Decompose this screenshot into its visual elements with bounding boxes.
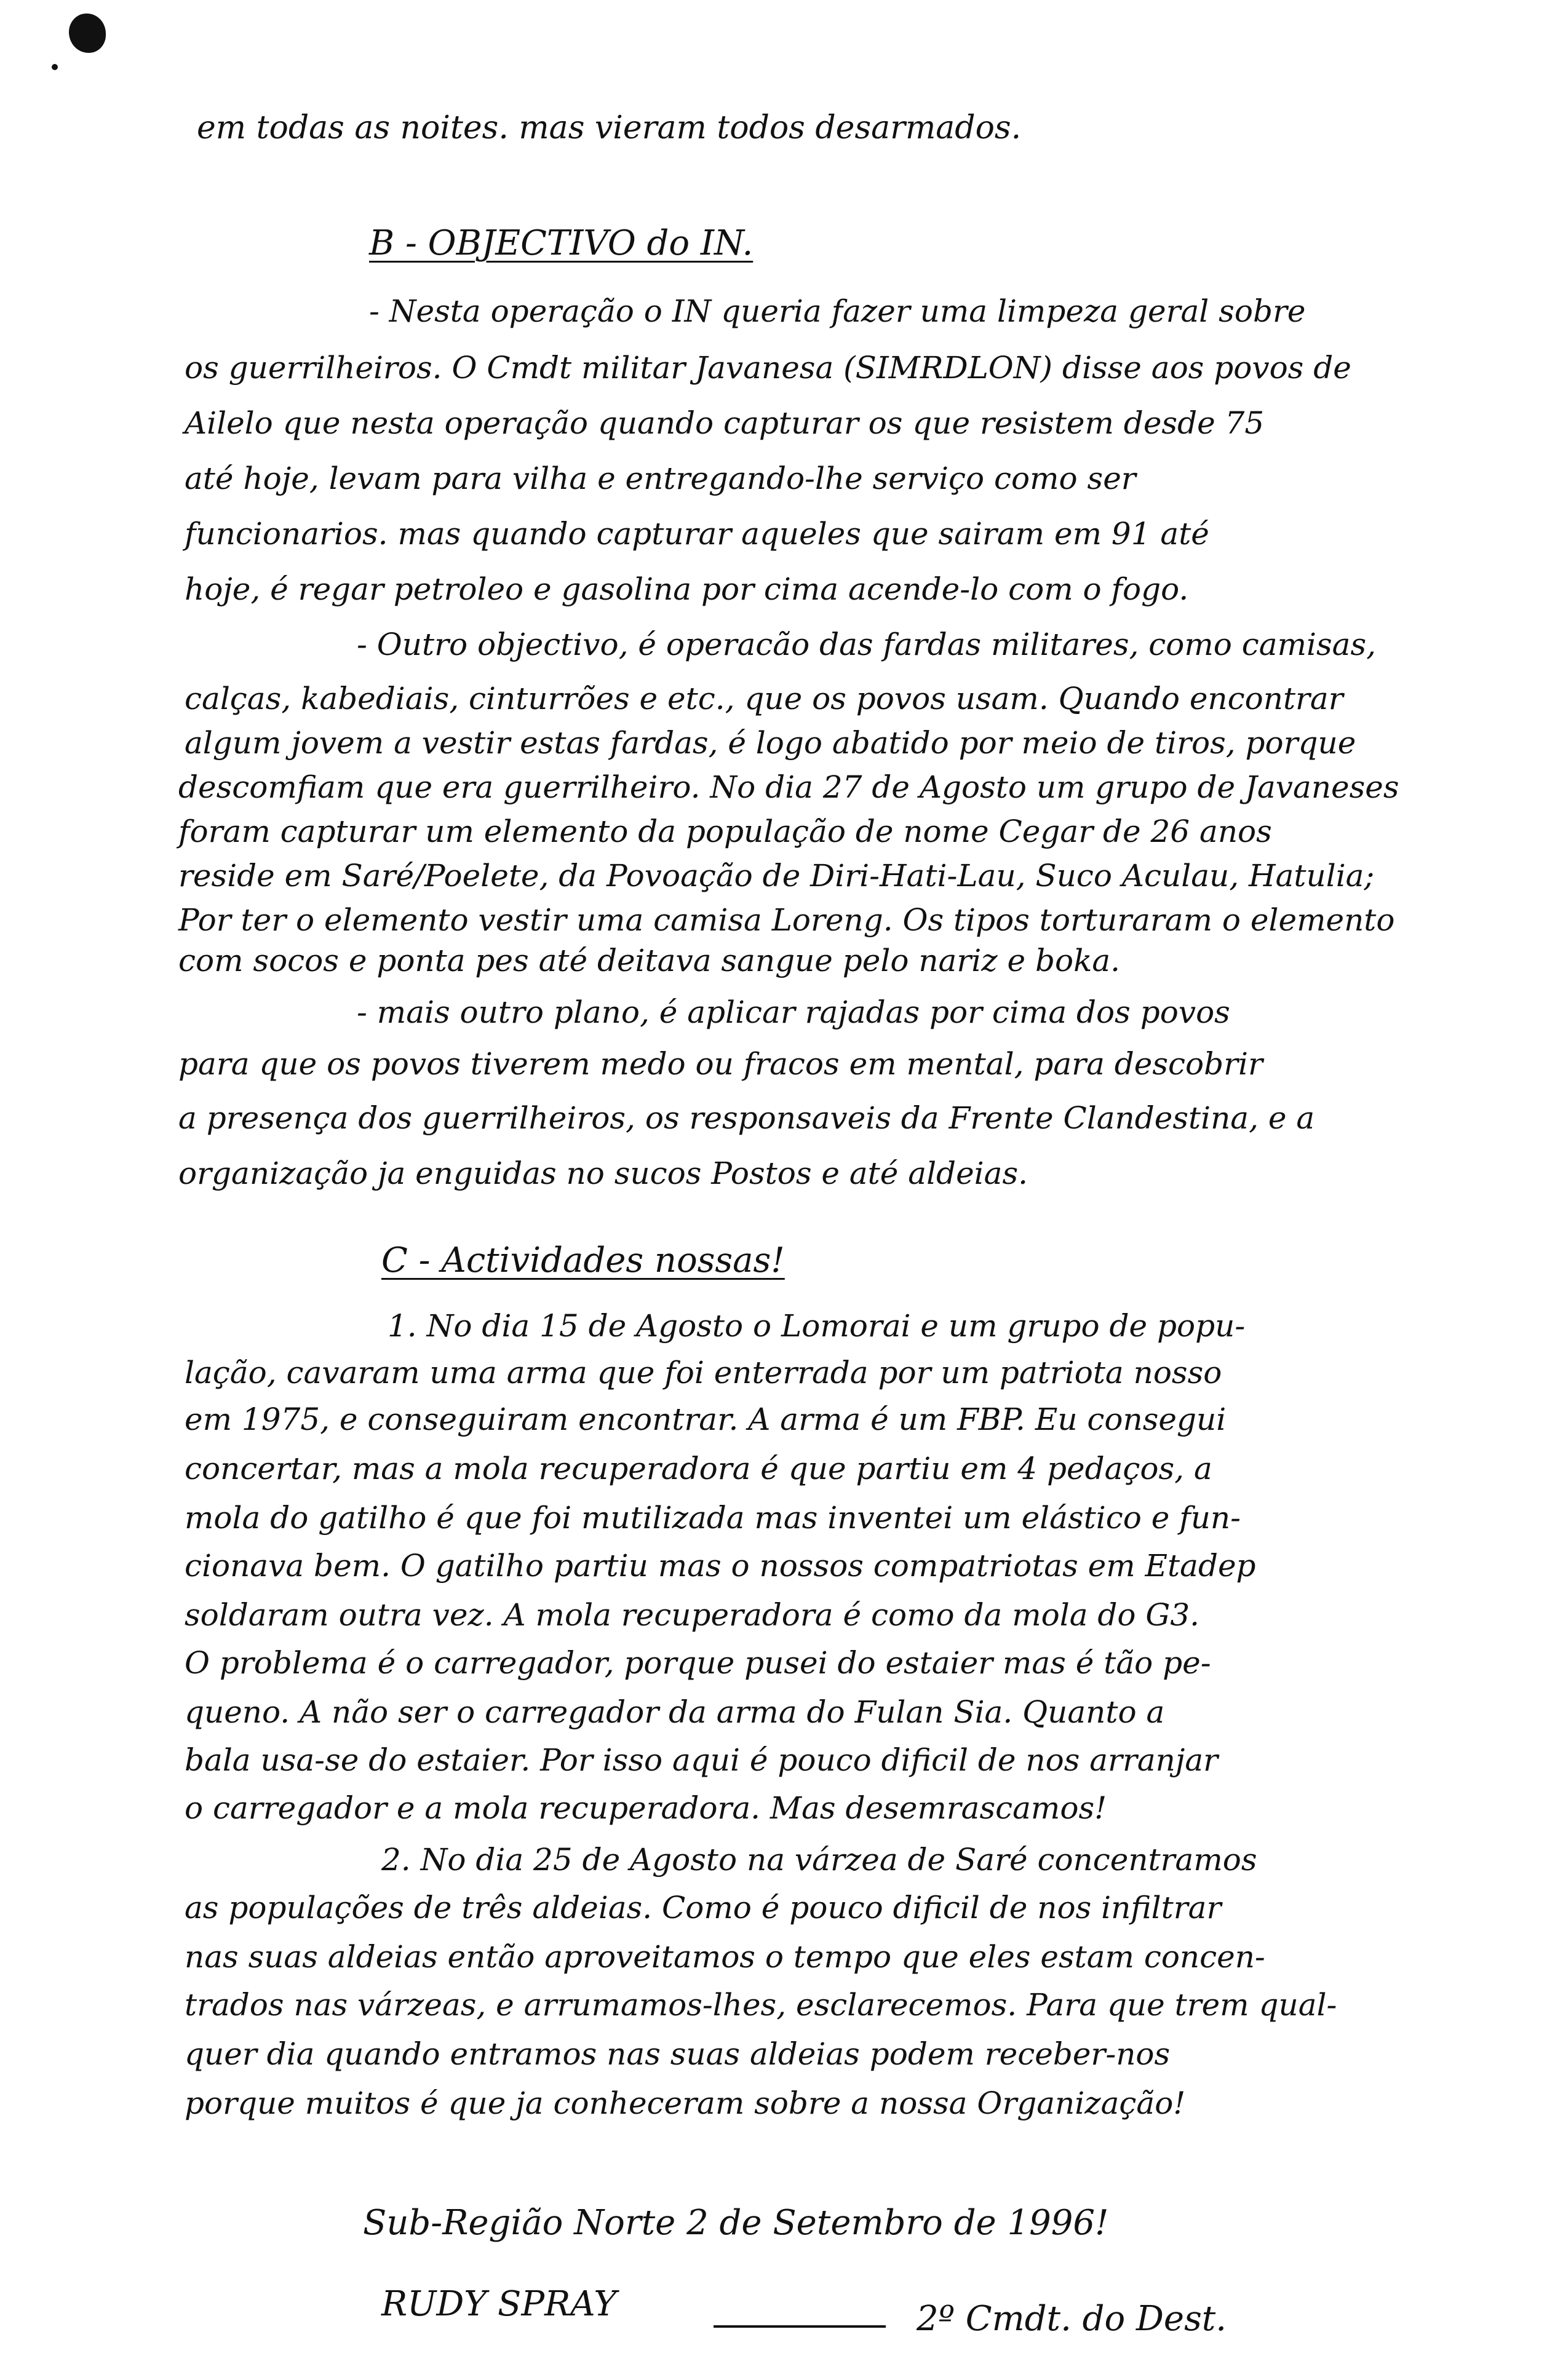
signature-dash bbox=[714, 2325, 886, 2328]
section-b-line: descomfiam que era guerrilheiro. No dia 27 de Agosto um grupo de Javaneses bbox=[178, 769, 1399, 805]
place-date: Sub-Região Norte 2 de Setembro de 1996! bbox=[363, 2203, 1109, 2243]
section-b-line: reside em Saré/Poelete, da Povoação de Diri-Hati-Lau, Suco Aculau, Hatulia; bbox=[178, 858, 1375, 894]
section-c-line: trados nas várzeas, e arrumamos-lhes, esclarecemos. Para que trem qual- bbox=[185, 1987, 1337, 2023]
section-b-line: organização ja enguidas no sucos Postos e até aldeias. bbox=[178, 1156, 1028, 1191]
section-b-line: para que os povos tiverem medo ou fracos em mental, para descobrir bbox=[178, 1046, 1263, 1082]
section-b-line: algum jovem a vestir estas fardas, é logo abatido por meio de tiros, porque bbox=[185, 725, 1356, 761]
section-c-line: concertar, mas a mola recuperadora é que partiu em 4 pedaços, a bbox=[185, 1451, 1212, 1486]
section-c-line: as populações de três aldeias. Como é pouco dificil de nos infiltrar bbox=[185, 1890, 1222, 1926]
section-b-line: Ailelo que nesta operação quando capturar os que resistem desde 75 bbox=[185, 405, 1265, 441]
opening-line: em todas as noites. mas vieram todos desarmados. bbox=[197, 109, 1022, 146]
section-c-line: O problema é o carregador, porque pusei do estaier mas é tão pe- bbox=[185, 1645, 1211, 1681]
section-c-line: 2. No dia 25 de Agosto na várzea de Saré concentramos bbox=[381, 1842, 1257, 1878]
section-b-line: Por ter o elemento vestir uma camisa Loreng. Os tipos torturaram o elemento bbox=[178, 902, 1395, 938]
section-b-line: até hoje, levam para vilha e entregando-lhe serviço como ser bbox=[185, 461, 1136, 496]
section-b-heading: B - OBJECTIVO do IN. bbox=[369, 223, 754, 263]
section-c-line: 1. No dia 15 de Agosto o Lomorai e um grupo de popu- bbox=[388, 1308, 1246, 1344]
section-b-line: - Nesta operação o IN queria fazer uma limpeza geral sobre bbox=[369, 293, 1306, 329]
section-c-line: quer dia quando entramos nas suas aldeias podem receber-nos bbox=[185, 2036, 1171, 2072]
section-c-line: nas suas aldeias então aproveitamos o tempo que eles estam concen- bbox=[185, 1939, 1265, 1975]
section-c-line: porque muitos é que ja conheceram sobre a nossa Organização! bbox=[185, 2085, 1186, 2121]
section-b-line: a presença dos guerrilheiros, os responsaveis da Frente Clandestina, e a bbox=[178, 1100, 1315, 1136]
ink-speck bbox=[52, 64, 58, 70]
section-b-line: foram capturar um elemento da população de nome Cegar de 26 anos bbox=[178, 814, 1272, 849]
section-b-line: com socos e ponta pes até deitava sangue pelo nariz e boka. bbox=[178, 943, 1121, 978]
section-c-line: queno. A não ser o carregador da arma do Fulan Sia. Quanto a bbox=[185, 1694, 1165, 1730]
signatory-name: RUDY SPRAY bbox=[381, 2284, 617, 2324]
section-c-line: o carregador e a mola recuperadora. Mas desemrascamos! bbox=[185, 1790, 1107, 1826]
section-b-line: - mais outro plano, é aplicar rajadas por cima dos povos bbox=[357, 994, 1230, 1030]
section-b-line: funcionarios. mas quando capturar aqueles que sairam em 91 até bbox=[185, 516, 1209, 552]
section-b-line: os guerrilheiros. O Cmdt militar Javanesa (SIMRDLON) disse aos povos de bbox=[185, 350, 1351, 386]
section-c-heading: C - Actividades nossas! bbox=[381, 1240, 785, 1280]
section-c-line: mola do gatilho é que foi mutilizada mas inventei um elástico e fun- bbox=[185, 1500, 1241, 1536]
ink-blot bbox=[69, 14, 106, 53]
section-c-line: lação, cavaram uma arma que foi enterrada por um patriota nosso bbox=[185, 1355, 1222, 1390]
signatory-title: 2º Cmdt. do Dest. bbox=[917, 2299, 1227, 2339]
section-c-line: soldaram outra vez. A mola recuperadora é como da mola do G3. bbox=[185, 1597, 1200, 1633]
section-c-line: cionava bem. O gatilho partiu mas o nossos compatriotas em Etadep bbox=[185, 1548, 1256, 1584]
section-c-line: bala usa-se do estaier. Por isso aqui é pouco dificil de nos arranjar bbox=[185, 1742, 1219, 1778]
section-c-line: em 1975, e conseguiram encontrar. A arma é um FBP. Eu consegui bbox=[185, 1402, 1227, 1437]
section-b-line: calças, kabediais, cinturrões e etc., que os povos usam. Quando encontrar bbox=[185, 681, 1343, 716]
section-b-line: hoje, é regar petroleo e gasolina por cima acende-lo com o fogo. bbox=[185, 571, 1189, 607]
section-b-line: - Outro objectivo, é operacão das fardas militares, como camisas, bbox=[357, 627, 1377, 662]
